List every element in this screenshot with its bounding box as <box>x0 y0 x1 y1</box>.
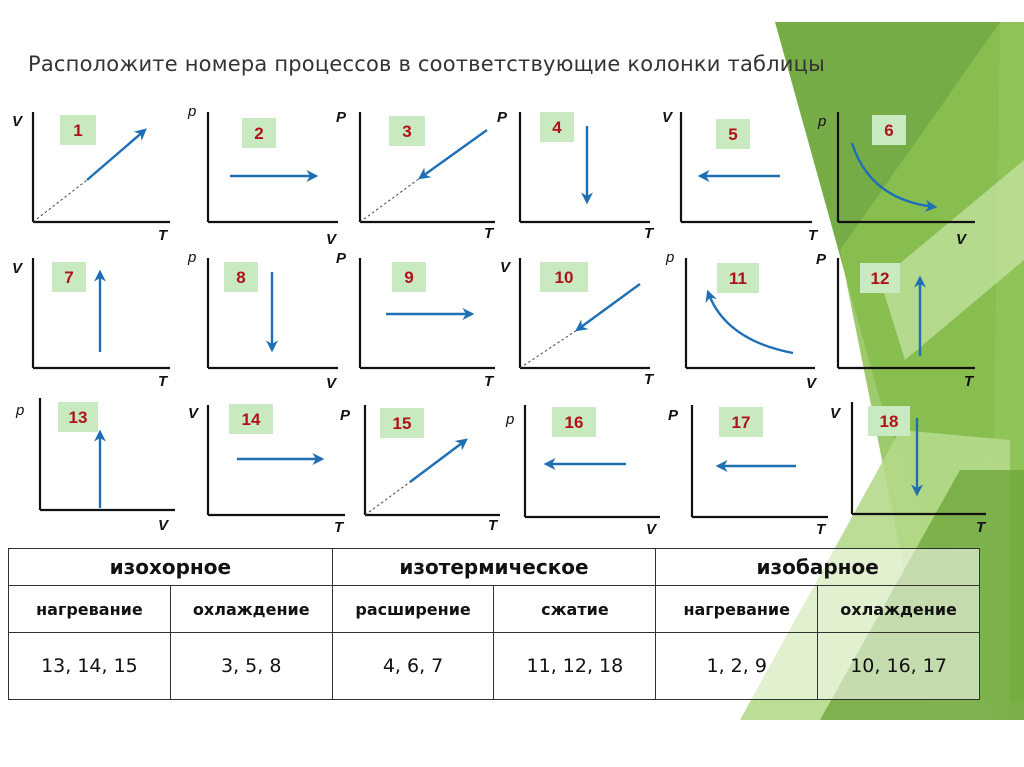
graph-3 <box>336 109 495 242</box>
header-isothermal: изотермическое <box>332 549 656 586</box>
answer-cell: 4, 6, 7 <box>332 633 494 700</box>
x-axis-label: T <box>158 373 168 390</box>
x-axis-label: T <box>808 227 818 244</box>
y-axis-label: P <box>340 407 351 424</box>
graph-number: 5 <box>728 125 738 144</box>
header-isobaric: изобарное <box>656 549 980 586</box>
y-axis-label: V <box>12 260 23 277</box>
graph-4 <box>497 109 655 242</box>
x-axis-label: V <box>158 517 169 534</box>
y-axis-label: V <box>830 405 841 422</box>
subheader-heating: нагревание <box>9 586 171 633</box>
header-isochoric: изохорное <box>9 549 333 586</box>
x-axis-label: T <box>158 227 168 244</box>
graph-5 <box>662 109 819 244</box>
graph-13 <box>15 398 175 534</box>
x-axis-label: T <box>484 225 494 242</box>
page-title: Расположите номера процессов в соответствующие колонки таблицы <box>28 52 825 76</box>
y-axis-label: P <box>336 250 347 267</box>
graph-number: 12 <box>870 269 890 288</box>
y-axis-label: p <box>506 411 515 428</box>
y-axis-label: P <box>336 109 347 126</box>
x-axis-label: T <box>976 519 986 536</box>
y-axis-label: p <box>188 103 197 120</box>
x-axis-label: V <box>806 375 817 392</box>
subheader-compression: сжатие <box>494 586 656 633</box>
x-axis-label: T <box>334 519 344 536</box>
answer-cell: 1, 2, 9 <box>656 633 818 700</box>
graph-2 <box>187 103 338 248</box>
graph-number: 6 <box>884 121 894 140</box>
x-axis-label: V <box>326 375 337 392</box>
graph-number: 2 <box>254 124 264 143</box>
x-axis-label: T <box>484 373 494 390</box>
y-axis-label: V <box>500 259 511 276</box>
y-axis-label: V <box>12 113 23 130</box>
y-axis-label: P <box>816 251 827 268</box>
x-axis-label: T <box>488 517 498 534</box>
graph-10 <box>500 258 655 388</box>
subheader-heating: нагревание <box>656 586 818 633</box>
graph-1 <box>12 112 170 244</box>
answer-table <box>8 548 980 700</box>
answer-cell: 11, 12, 18 <box>494 633 656 700</box>
graph-number: 3 <box>402 122 412 141</box>
answer-cell: 3, 5, 8 <box>170 633 332 700</box>
y-axis-label: p <box>666 249 675 266</box>
x-axis-label: V <box>646 521 657 538</box>
x-axis-label: V <box>956 231 967 248</box>
graph-15 <box>340 405 500 534</box>
graph-11 <box>665 249 818 392</box>
y-axis-label: p <box>16 402 25 419</box>
graph-12 <box>816 251 975 390</box>
x-axis-label: T <box>644 371 654 388</box>
graph-14 <box>188 404 345 536</box>
graph-9 <box>336 250 495 390</box>
graph-17 <box>668 405 828 538</box>
graph-number: 7 <box>64 268 74 287</box>
x-axis-label: T <box>964 373 974 390</box>
subheader-cooling: охлаждение <box>818 586 980 633</box>
graph-number: 14 <box>241 410 261 429</box>
graph-7 <box>12 258 170 390</box>
graph-number: 4 <box>552 118 562 137</box>
x-axis-label: V <box>326 231 337 248</box>
process-arrow <box>410 440 466 482</box>
graph-number: 16 <box>564 413 584 432</box>
graph-8 <box>187 249 338 392</box>
y-axis-label: p <box>818 113 827 130</box>
y-axis-label: P <box>497 109 508 126</box>
y-axis-label: p <box>188 249 197 266</box>
answer-cell: 13, 14, 15 <box>9 633 171 700</box>
y-axis-label: P <box>668 407 679 424</box>
y-axis-label: V <box>188 405 199 422</box>
graph-number: 18 <box>879 412 899 431</box>
y-axis-label: V <box>662 109 673 126</box>
process-arrow <box>852 143 935 207</box>
x-axis-label: T <box>816 521 826 538</box>
graph-number: 17 <box>731 413 751 432</box>
x-axis-label: T <box>644 225 654 242</box>
graph-number: 1 <box>73 121 83 140</box>
subheader-expansion: расширение <box>332 586 494 633</box>
process-arrow <box>708 292 793 353</box>
subheader-cooling: охлаждение <box>170 586 332 633</box>
graph-number: 8 <box>236 268 246 287</box>
graph-number: 10 <box>554 268 574 287</box>
answer-cell: 10, 16, 17 <box>818 633 980 700</box>
graph-number: 9 <box>404 268 414 287</box>
graph-number: 11 <box>729 269 747 288</box>
graph-number: 15 <box>392 414 412 433</box>
graph-6 <box>817 112 975 248</box>
graph-18 <box>830 402 987 536</box>
graph-16 <box>505 405 660 538</box>
graph-number: 13 <box>68 408 88 427</box>
process-arrow <box>420 130 487 178</box>
